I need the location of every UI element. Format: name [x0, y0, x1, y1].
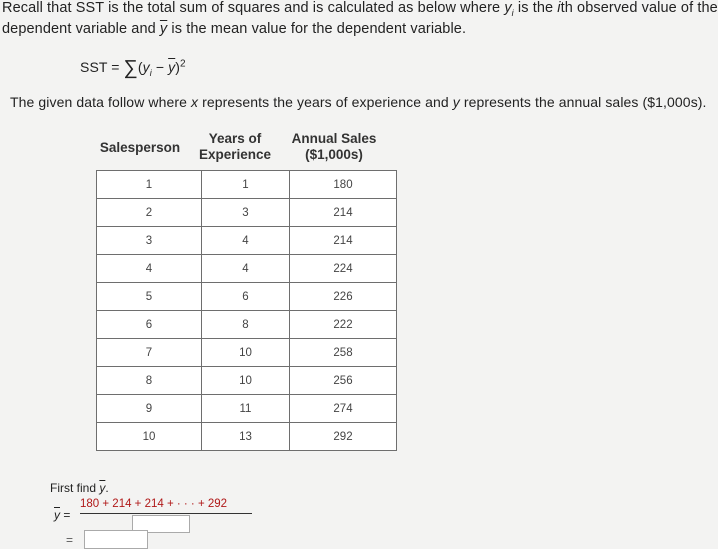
cell-annual-sales: 180 — [290, 171, 397, 199]
given-data-text — [10, 94, 707, 110]
cell-salesperson: 7 — [97, 339, 202, 367]
cell-years: 6 — [202, 283, 290, 311]
cell-annual-sales: 226 — [290, 283, 397, 311]
table-row — [97, 171, 397, 199]
cell-annual-sales: 214 — [290, 199, 397, 227]
intro2-ybar: $\overline{y}$ — [159, 21, 168, 37]
given-text-c: represents the annual sales ($1,000s). — [459, 94, 707, 110]
cell-salesperson: 10 — [97, 423, 202, 451]
sst-ybar: $\overline{y}$ — [168, 59, 176, 75]
cell-annual-sales: 222 — [290, 311, 397, 339]
table-row — [97, 255, 397, 283]
header-annual-line2: ($1,000s) — [305, 147, 363, 162]
cell-years: 10 — [202, 367, 290, 395]
cell-salesperson: 5 — [97, 283, 202, 311]
table-row — [97, 199, 397, 227]
cell-salesperson: 1 — [97, 171, 202, 199]
intro-var-i: i — [557, 0, 561, 16]
table-row — [97, 367, 397, 395]
sigma-symbol: ∑ — [123, 57, 138, 79]
header-annual-sales — [286, 131, 382, 163]
table-row — [97, 339, 397, 367]
intro2-text-a: dependent variable and — [2, 21, 160, 37]
data-table — [96, 170, 397, 451]
table-row — [97, 283, 397, 311]
cell-salesperson: 2 — [97, 199, 202, 227]
intro-sub-i: i — [511, 7, 514, 18]
sst-lhs: SST = — [80, 59, 124, 75]
intro-line-2 — [2, 21, 466, 37]
first-find-text: First find — [50, 481, 100, 495]
sst-open-paren: ( — [137, 59, 143, 75]
header-annual-line1: Annual Sales — [291, 131, 377, 146]
cell-salesperson: 9 — [97, 395, 202, 423]
sst-sub-i: i — [149, 67, 152, 78]
cell-years: 8 — [202, 311, 290, 339]
cell-years: 13 — [202, 423, 290, 451]
cell-salesperson: 8 — [97, 367, 202, 395]
ybar-equation-label — [54, 508, 70, 522]
cell-years: 3 — [202, 199, 290, 227]
cell-annual-sales: 224 — [290, 255, 397, 283]
fraction-bar — [80, 513, 252, 514]
first-find-label — [50, 481, 109, 495]
cell-annual-sales: 256 — [290, 367, 397, 395]
given-text-b: represents the years of experience and — [198, 94, 453, 110]
cell-years: 4 — [202, 255, 290, 283]
intro-text-c: th observed value of the — [560, 0, 718, 16]
given-text-a: The given data follow where — [10, 94, 192, 110]
cell-annual-sales: 274 — [290, 395, 397, 423]
table-row — [97, 227, 397, 255]
intro-text-b: is the — [513, 0, 558, 16]
header-years-line2: Experience — [198, 147, 272, 162]
intro2-text-b: is the mean value for the dependent variable. — [167, 21, 467, 37]
sst-minus: − — [151, 59, 169, 75]
mean-numerator: 180 + 214 + 214 + · · · + 292 — [80, 498, 228, 510]
mean-answer-input[interactable] — [84, 530, 148, 549]
cell-salesperson: 3 — [97, 227, 202, 255]
ybar-equals: = — [60, 508, 71, 522]
cell-annual-sales: 258 — [290, 339, 397, 367]
header-years-experience — [196, 131, 274, 163]
sst-formula — [80, 57, 186, 80]
sst-y: y — [142, 59, 150, 75]
cell-salesperson: 6 — [97, 311, 202, 339]
first-find-period: . — [105, 481, 109, 495]
given-var-x: x — [191, 94, 199, 110]
ybar-symbol: $\overline{y}$ — [54, 508, 60, 522]
intro-line-1 — [2, 0, 718, 18]
sst-close-paren: ) — [175, 59, 181, 75]
sst-exponent: 2 — [180, 58, 186, 70]
cell-years: 10 — [202, 339, 290, 367]
cell-salesperson: 4 — [97, 255, 202, 283]
header-salesperson: Salesperson — [99, 140, 181, 155]
cell-annual-sales: 214 — [290, 227, 397, 255]
table-row — [97, 311, 397, 339]
first-find-ybar: $\overline{y}$ — [99, 481, 106, 495]
cell-years: 4 — [202, 227, 290, 255]
answer-equals: = — [66, 533, 74, 547]
table-row — [97, 395, 397, 423]
intro-var-y: y — [504, 0, 512, 16]
cell-annual-sales: 292 — [290, 423, 397, 451]
table-row — [97, 423, 397, 451]
header-years-line1: Years of — [208, 131, 262, 146]
intro-text-a: Recall that SST is the total sum of squares and is calculated as below where — [2, 0, 505, 16]
cell-years: 11 — [202, 395, 290, 423]
cell-years: 1 — [202, 171, 290, 199]
given-var-y: y — [452, 94, 460, 110]
